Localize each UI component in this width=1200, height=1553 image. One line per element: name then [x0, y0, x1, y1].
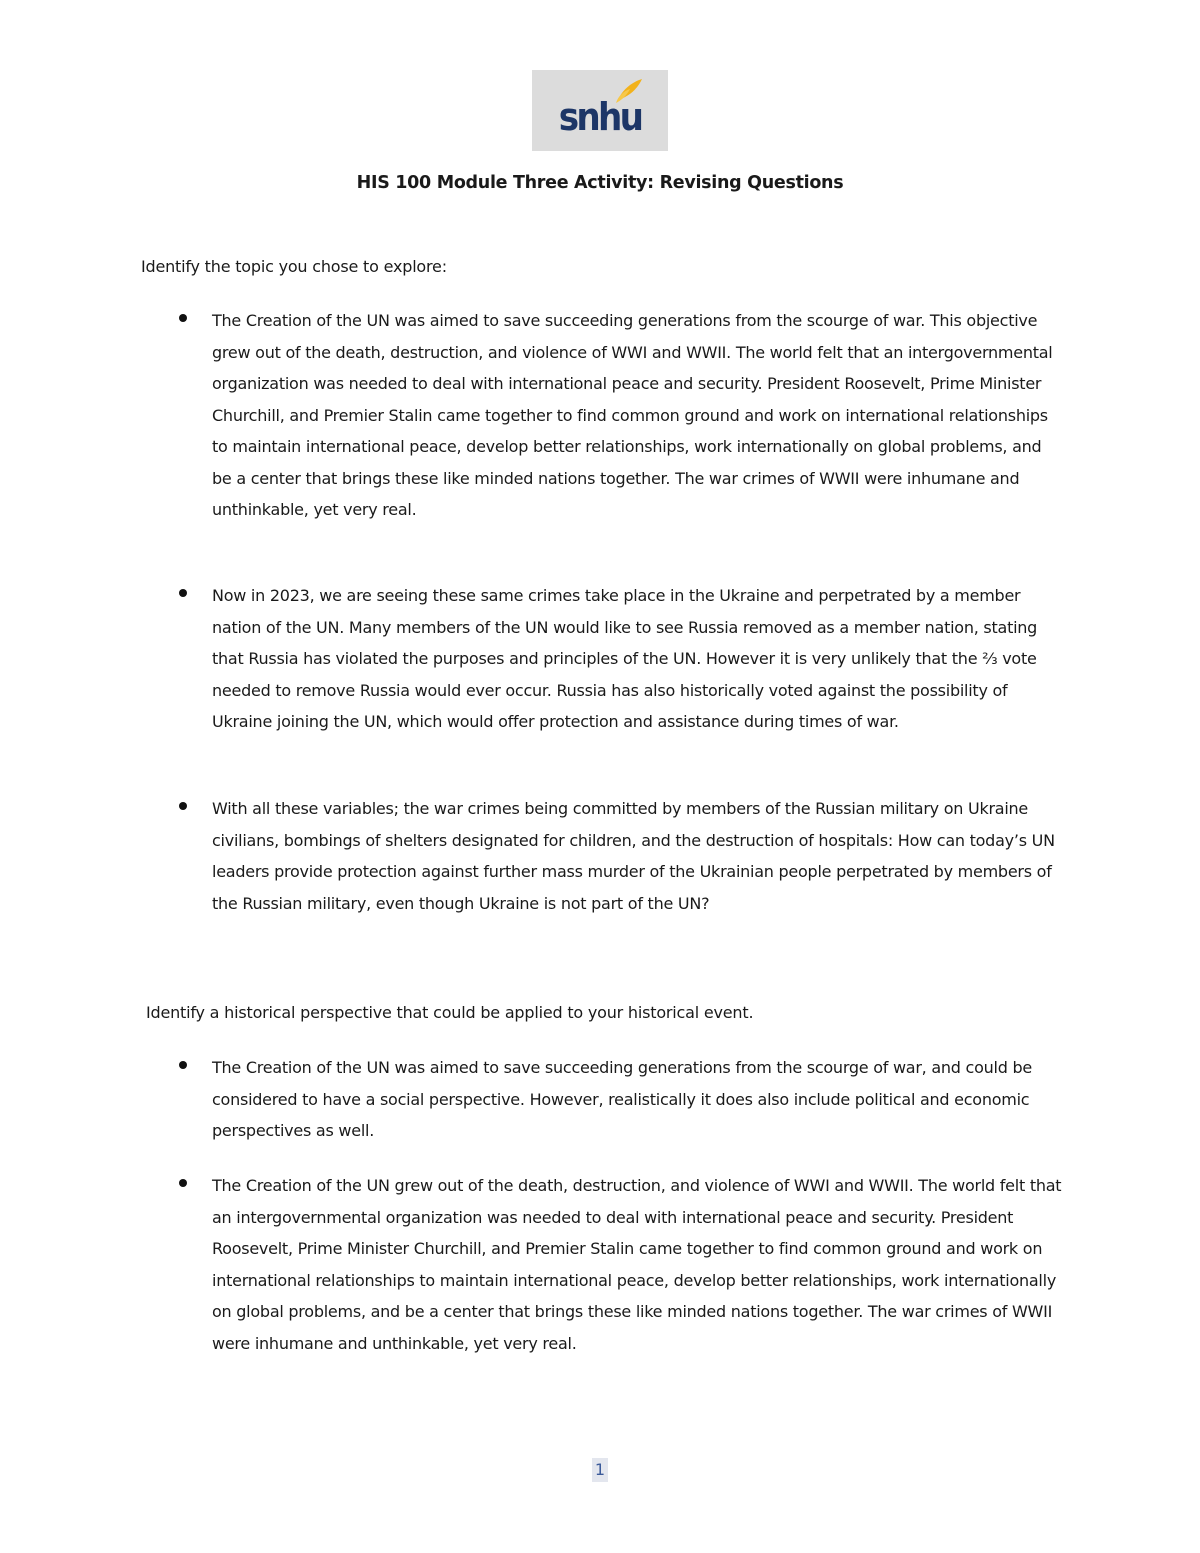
- page-number: 1: [592, 1458, 608, 1482]
- bullet-icon: [179, 802, 187, 810]
- bullet-text: Now in 2023, we are seeing these same crimes take place in the Ukraine and perpetrated by a member nation of the UN. Many members of the UN would like to see Russia removed as a member nation, stating that Russia has violated the purposes and principles of the UN. However it is very unlikely that the ⅔ vote needed to remove Russia would ever occur. Russia has also historically voted against the possibility of Ukraine joining the UN, which would offer protection and assistance during times of war.: [212, 586, 1038, 731]
- bullet-icon: [179, 589, 187, 597]
- bullet-text: The Creation of the UN grew out of the death, destruction, and violence of WWI and WWII. The world felt that an intergovernmental organization was needed to deal with international peace and security. President Roosevelt, Prime Minister Churchill, and Premier Stalin came together to find common ground and work on international relationships to maintain international peace, develop better relationships, work internationally on global problems, and be a center that brings these like minded nations together. The war crimes of WWII were inhumane and unthinkable, yet very real.: [212, 1176, 1062, 1353]
- section-heading-topic: Identify the topic you chose to explore:: [141, 257, 447, 276]
- bullet-text: The Creation of the UN was aimed to save succeeding generations from the scourge of war, and could be considered to have a social perspective. However, realistically it does also include political and economic perspectives as well.: [212, 1058, 1032, 1140]
- page-title: HIS 100 Module Three Activity: Revising Questions: [356, 173, 844, 193]
- bullet-text: With all these variables; the war crimes being committed by members of the Russian military on Ukraine civilians, bombings of shelters designated for children, and the destruction of hospitals: How can today’s UN leaders provide protection against further mass murder of the Ukrainian people perpetrated by members of the Russian military, even though Ukraine is not part of the UN?: [212, 799, 1055, 913]
- bullet-icon: [179, 1179, 187, 1187]
- bullet-icon: [179, 314, 187, 322]
- snhu-logo: [532, 70, 668, 151]
- section-heading-perspective: Identify a historical perspective that could be applied to your historical event.: [146, 1003, 754, 1022]
- bullet-icon: [179, 1061, 187, 1069]
- bullet-text: The Creation of the UN was aimed to save succeeding generations from the scourge of war. This objective grew out of the death, destruction, and violence of WWI and WWII. The world felt that an intergovernmental organization was needed to deal with international peace and security. President Roosevelt, Prime Minister Churchill, and Premier Stalin came together to find common ground and work on international relationships to maintain international peace, develop better relationships, work internationally on global problems, and be a center that brings these like minded nations together. The war crimes of WWII were inhumane and unthinkable, yet very real.: [212, 311, 1053, 519]
- logo-wordmark: snhu: [558, 95, 642, 139]
